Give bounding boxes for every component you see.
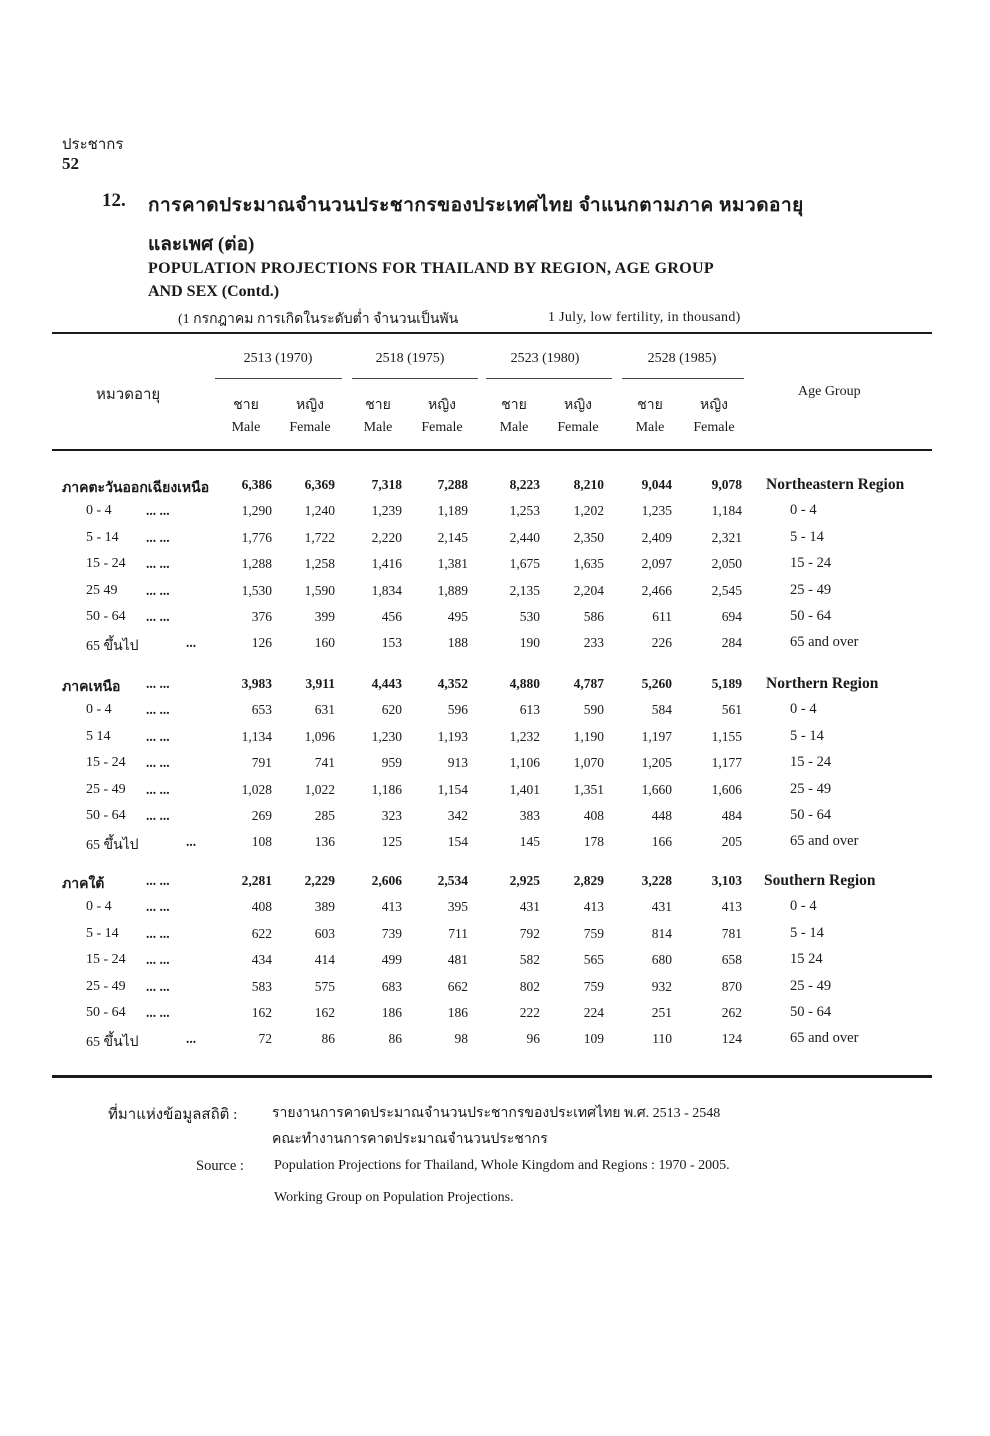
sex-header-english: Male [363,420,393,435]
table-cell: 389 [314,899,335,915]
table-cell: 448 [651,808,672,823]
region-name-english: Northern Region [766,675,879,692]
table-cell: 109 [583,1031,604,1047]
table-cell: 802 [519,978,540,994]
table-cell: 413 [381,899,402,915]
table-cell: 781 [721,925,742,941]
age-group-english: 5 - 14 [790,528,824,545]
region-total-cell: 7,288 [437,477,468,492]
sex-header [538,395,618,439]
table-cell: 530 [519,609,540,624]
sex-header-english: Female [289,420,331,435]
age-header-thai: หมวดอายุ [96,387,161,403]
leader-dots: ... ... [146,808,170,823]
title-thai-line2: และเพศ (ต่อ) [148,234,255,255]
age-group-english: 65 and over [790,1030,859,1047]
table-cell: 1,381 [437,556,468,572]
table-cell: 1,184 [711,503,742,519]
table-cell: 431 [651,899,672,915]
table-cell: 431 [519,899,540,915]
table-cell: 1,675 [509,556,540,572]
region-total-cell: 8,223 [509,477,540,492]
region-name-thai: ภาคตะวันออกเฉียงเหนือ [62,481,210,496]
table-cell: 791 [251,755,272,771]
table-cell: 224 [583,1005,604,1020]
age-group-english: 25 - 49 [790,780,832,797]
table-cell: 190 [519,635,540,651]
age-group-label: 0 - 4 [86,899,112,915]
source-english-line1: Population Projections for Thailand, Whole Kingdom and Regions : 1970 - 2005. [274,1158,730,1173]
age-group-label: 5 - 14 [86,529,119,545]
table-cell: 2,050 [711,556,742,572]
leader-dots: ... ... [146,873,170,888]
subtitle-english: 1 July, low fertility, in thousand) [548,310,741,325]
age-group-english: 15 - 24 [790,754,832,771]
table-cell: 620 [381,702,402,718]
region-total-cell: 5,260 [641,676,672,691]
table-cell: 1,530 [241,582,272,598]
leader-dots: ... ... [146,755,170,771]
region-total-cell: 3,911 [305,676,335,691]
table-cell: 1,028 [241,781,272,797]
age-group-label: 15 - 24 [86,556,126,572]
table-cell: 1,288 [241,556,272,572]
table-cell: 575 [314,978,335,994]
sex-header-thai: หญิง [428,398,456,413]
region-total-cell: 3,983 [241,676,272,691]
table-cell: 1,635 [573,556,604,572]
leader-dots: ... ... [146,503,170,519]
table-cell: 154 [447,834,468,850]
table-cell: 1,230 [371,728,402,744]
table-cell: 108 [251,834,272,850]
table-cell: 1,290 [241,503,272,519]
sex-header-english: Male [635,420,665,435]
age-group-label: 15 - 24 [86,755,126,771]
region-name-thai: ภาคเหนือ [62,680,121,695]
age-group-label: 0 - 4 [86,702,112,718]
table-cell: 285 [314,808,335,823]
leader-dots: ... ... [146,728,170,744]
sex-header-english: Female [421,420,463,435]
table-cell: 233 [583,635,604,651]
region-total-cell: 2,229 [304,873,335,888]
table-cell: 383 [519,808,540,823]
age-group-label: 65 ขึ้นไป [86,1035,139,1051]
age-group-label: 50 - 64 [86,609,126,624]
source-thai-line1: รายงานการคาดประมาณจำนวนประชากรของประเทศไทย พ.ศ. 2513 - 2548 [272,1106,721,1121]
table-cell: 86 [388,1031,402,1047]
region-total-cell: 3,228 [641,873,672,888]
leader-dots: ... ... [146,978,170,994]
table-cell: 603 [314,925,335,941]
table-cell: 323 [381,808,402,823]
source-english-line2: Working Group on Population Projections. [274,1190,514,1205]
table-cell: 284 [721,635,742,651]
table-cell: 484 [721,808,742,823]
region-total-cell: 6,369 [304,477,335,492]
table-cell: 1,106 [509,755,540,771]
table-cell: 1,202 [573,503,604,519]
region-total-cell: 4,880 [509,676,540,691]
region-name-english: Southern Region [764,872,876,889]
leader-dots: ... ... [146,899,170,915]
table-cell: 1,193 [437,728,468,744]
sex-header-thai: ชาย [365,398,391,413]
region-total-cell: 4,352 [437,676,468,691]
table-cell: 178 [583,834,604,850]
age-group-english: 50 - 64 [790,1004,832,1020]
table-cell: 1,154 [437,781,468,797]
table-cell: 226 [651,635,672,651]
year-header-rule [352,378,478,379]
table-cell: 376 [251,609,272,624]
table-cell: 1,155 [711,728,742,744]
table-cell: 1,240 [304,503,335,519]
sex-header-thai: หญิง [700,398,728,413]
table-cell: 408 [583,808,604,823]
age-group-english: 65 and over [790,634,859,651]
source-label-thai: ที่มาแห่งข้อมูลสถิติ : [108,1107,238,1123]
sex-header-english: Male [231,420,261,435]
age-group-english: 5 - 14 [790,727,824,744]
table-cell: 932 [651,978,672,994]
table-cell: 1,190 [573,728,604,744]
year-header: 2513 (1970) [243,351,313,366]
table-cell: 1,070 [573,755,604,771]
age-group-label: 25 49 [86,582,118,598]
leader-dots: ... ... [146,1005,170,1020]
table-cell: 413 [721,899,742,915]
table-cell: 166 [651,834,672,850]
table-cell: 160 [314,635,335,651]
year-header-rule [622,378,744,379]
table-cell: 434 [251,952,272,968]
table-cell: 759 [583,978,604,994]
region-total-cell: 7,318 [371,477,402,492]
table-cell: 2,321 [711,529,742,545]
age-group-label: 0 - 4 [86,503,112,519]
region-name-thai: ภาคใต้ [62,877,105,892]
table-cell: 96 [526,1031,540,1047]
age-group-label: 5 - 14 [86,925,119,941]
table-cell: 251 [651,1005,672,1020]
table-cell: 2,135 [509,582,540,598]
title-thai-line1: การคาดประมาณจำนวนประชากรของประเทศไทย จำแนกตามภาค หมวดอายุ [148,195,804,216]
table-cell: 1,776 [241,529,272,545]
table-cell: 1,177 [711,755,742,771]
table-cell: 584 [651,702,672,718]
sex-header-thai: ชาย [501,398,527,413]
subtitle-thai: (1 กรกฎาคม การเกิดในระดับต่ำ จำนวนเป็นพัน [178,312,459,327]
table-cell: 759 [583,925,604,941]
table-cell: 622 [251,925,272,941]
region-total-cell: 4,443 [371,676,402,691]
table-cell: 2,545 [711,582,742,598]
leader-dots: ... ... [146,676,170,691]
table-cell: 342 [447,808,468,823]
table-cell: 98 [454,1031,468,1047]
region-total-cell: 9,078 [711,477,742,492]
table-cell: 1,197 [641,728,672,744]
age-group-english: 0 - 4 [790,502,817,519]
table-cell: 814 [651,925,672,941]
table-cell: 2,145 [437,529,468,545]
table-top-rule [52,332,932,334]
table-cell: 2,097 [641,556,672,572]
age-group-english: 65 and over [790,833,859,850]
table-cell: 1,022 [304,781,335,797]
table-cell: 186 [381,1005,402,1020]
year-header-rule [486,378,612,379]
leader-dots: ... ... [146,702,170,718]
region-total-cell: 4,787 [573,676,604,691]
table-cell: 1,205 [641,755,672,771]
table-cell: 1,606 [711,781,742,797]
age-group-label: 50 - 64 [86,808,126,823]
region-total-cell: 2,534 [437,873,468,888]
table-cell: 590 [583,702,604,718]
table-cell: 262 [721,1005,742,1020]
table-cell: 1,834 [371,582,402,598]
table-cell: 1,416 [371,556,402,572]
sex-header-thai: หญิง [564,398,592,413]
sex-header-thai: ชาย [637,398,663,413]
table-cell: 611 [652,609,672,624]
table-cell: 495 [447,609,468,624]
age-group-label: 65 ขึ้นไป [86,838,139,854]
year-header-rule [215,378,342,379]
table-cell: 1,239 [371,503,402,519]
table-cell: 145 [519,834,540,850]
age-group-english: 25 - 49 [790,581,832,598]
table-cell: 1,232 [509,728,540,744]
title-english-line1: POPULATION PROJECTIONS FOR THAILAND BY REGION, AGE GROUP [148,260,714,277]
page-number: 52 [62,154,79,173]
region-total-cell: 8,210 [573,477,604,492]
table-cell: 711 [448,925,468,941]
sex-header-english: Female [693,420,735,435]
source-thai-line2: คณะทำงานการคาดประมาณจำนวนประชากร [272,1132,548,1147]
table-cell: 662 [447,978,468,994]
table-cell: 222 [519,1005,540,1020]
table-cell: 582 [519,952,540,968]
table-cell: 694 [721,609,742,624]
region-total-cell: 6,386 [241,477,272,492]
table-cell: 653 [251,702,272,718]
age-group-label: 15 - 24 [86,952,126,968]
table-cell: 456 [381,609,402,624]
sex-header [674,395,754,439]
table-cell: 2,350 [573,529,604,545]
year-header: 2518 (1975) [375,351,445,366]
year-header: 2528 (1985) [647,351,717,366]
region-total-cell: 2,829 [573,873,604,888]
table-number: 12. [102,190,126,211]
table-cell: 499 [381,952,402,968]
source-label-english: Source : [196,1158,244,1174]
table-bottom-rule [52,1075,932,1078]
table-cell: 959 [381,755,402,771]
leader-dots: ... ... [146,952,170,968]
age-group-label: 25 - 49 [86,978,126,994]
sex-header-english: Male [499,420,529,435]
sex-header [402,395,482,439]
age-header-english: Age Group [798,384,861,399]
table-cell: 86 [321,1031,335,1047]
table-cell: 125 [381,834,402,850]
table-cell: 162 [251,1005,272,1020]
table-cell: 2,466 [641,582,672,598]
table-cell: 1,889 [437,582,468,598]
age-group-english: 5 - 14 [790,924,824,941]
table-cell: 1,096 [304,728,335,744]
table-cell: 1,189 [437,503,468,519]
table-cell: 870 [721,978,742,994]
region-total-cell: 2,925 [509,873,540,888]
age-group-english: 0 - 4 [790,701,817,718]
table-cell: 658 [721,952,742,968]
leader-dots: ... ... [146,609,170,624]
table-cell: 596 [447,702,468,718]
table-cell: 1,235 [641,503,672,519]
table-cell: 583 [251,978,272,994]
table-cell: 481 [447,952,468,968]
table-cell: 1,351 [573,781,604,797]
age-group-label: 5 14 [86,728,111,744]
table-cell: 205 [721,834,742,850]
table-cell: 2,220 [371,529,402,545]
table-cell: 913 [447,755,468,771]
table-cell: 1,401 [509,781,540,797]
age-group-english: 50 - 64 [790,807,832,823]
region-name-english: Northeastern Region [766,476,905,493]
table-cell: 399 [314,609,335,624]
table-header-rule [52,449,932,451]
table-cell: 162 [314,1005,335,1020]
table-cell: 1,590 [304,582,335,598]
table-cell: 1,258 [304,556,335,572]
title-english-line2: AND SEX (Contd.) [148,283,280,300]
table-cell: 124 [721,1031,742,1047]
age-group-english: 15 24 [790,951,823,968]
region-total-cell: 5,189 [711,676,742,691]
table-cell: 2,440 [509,529,540,545]
table-cell: 413 [583,899,604,915]
table-cell: 414 [314,952,335,968]
table-cell: 631 [314,702,335,718]
table-cell: 1,134 [241,728,272,744]
leader-dots: ... ... [146,582,170,598]
region-total-cell: 9,044 [641,477,672,492]
table-cell: 136 [314,834,335,850]
region-total-cell: 2,606 [371,873,402,888]
age-group-label: 65 ขึ้นไป [86,639,139,655]
age-group-english: 50 - 64 [790,608,832,624]
table-cell: 269 [251,808,272,823]
table-cell: 408 [251,899,272,915]
table-cell: 613 [519,702,540,718]
table-cell: 110 [652,1031,672,1047]
sex-header-thai: หญิง [296,398,324,413]
sex-header-thai: ชาย [233,398,259,413]
table-cell: 186 [447,1005,468,1020]
leader-dots: ... [186,635,197,651]
leader-dots: ... ... [146,556,170,572]
table-cell: 72 [258,1031,272,1047]
age-group-english: 0 - 4 [790,898,817,915]
year-header: 2523 (1980) [510,351,580,366]
table-cell: 1,722 [304,529,335,545]
leader-dots: ... [186,834,197,850]
header-category: ประชากร [62,137,124,153]
table-cell: 680 [651,952,672,968]
table-cell: 188 [447,635,468,651]
age-group-english: 25 - 49 [790,977,832,994]
age-group-english: 15 - 24 [790,555,832,572]
region-total-cell: 2,281 [241,873,272,888]
leader-dots: ... ... [146,781,170,797]
table-cell: 565 [583,952,604,968]
table-cell: 1,186 [371,781,402,797]
table-cell: 741 [314,755,335,771]
table-cell: 2,204 [573,582,604,598]
table-cell: 395 [447,899,468,915]
leader-dots: ... [186,1031,197,1047]
table-cell: 126 [251,635,272,651]
table-cell: 1,253 [509,503,540,519]
sex-header-english: Female [557,420,599,435]
table-cell: 683 [381,978,402,994]
leader-dots: ... ... [146,529,170,545]
table-cell: 153 [381,635,402,651]
table-cell: 792 [519,925,540,941]
table-cell: 739 [381,925,402,941]
age-group-label: 50 - 64 [86,1005,126,1020]
table-cell: 561 [721,702,742,718]
age-group-label: 25 - 49 [86,781,126,797]
table-cell: 1,660 [641,781,672,797]
leader-dots: ... ... [146,925,170,941]
table-cell: 586 [583,609,604,624]
region-total-cell: 3,103 [711,873,742,888]
table-cell: 2,409 [641,529,672,545]
